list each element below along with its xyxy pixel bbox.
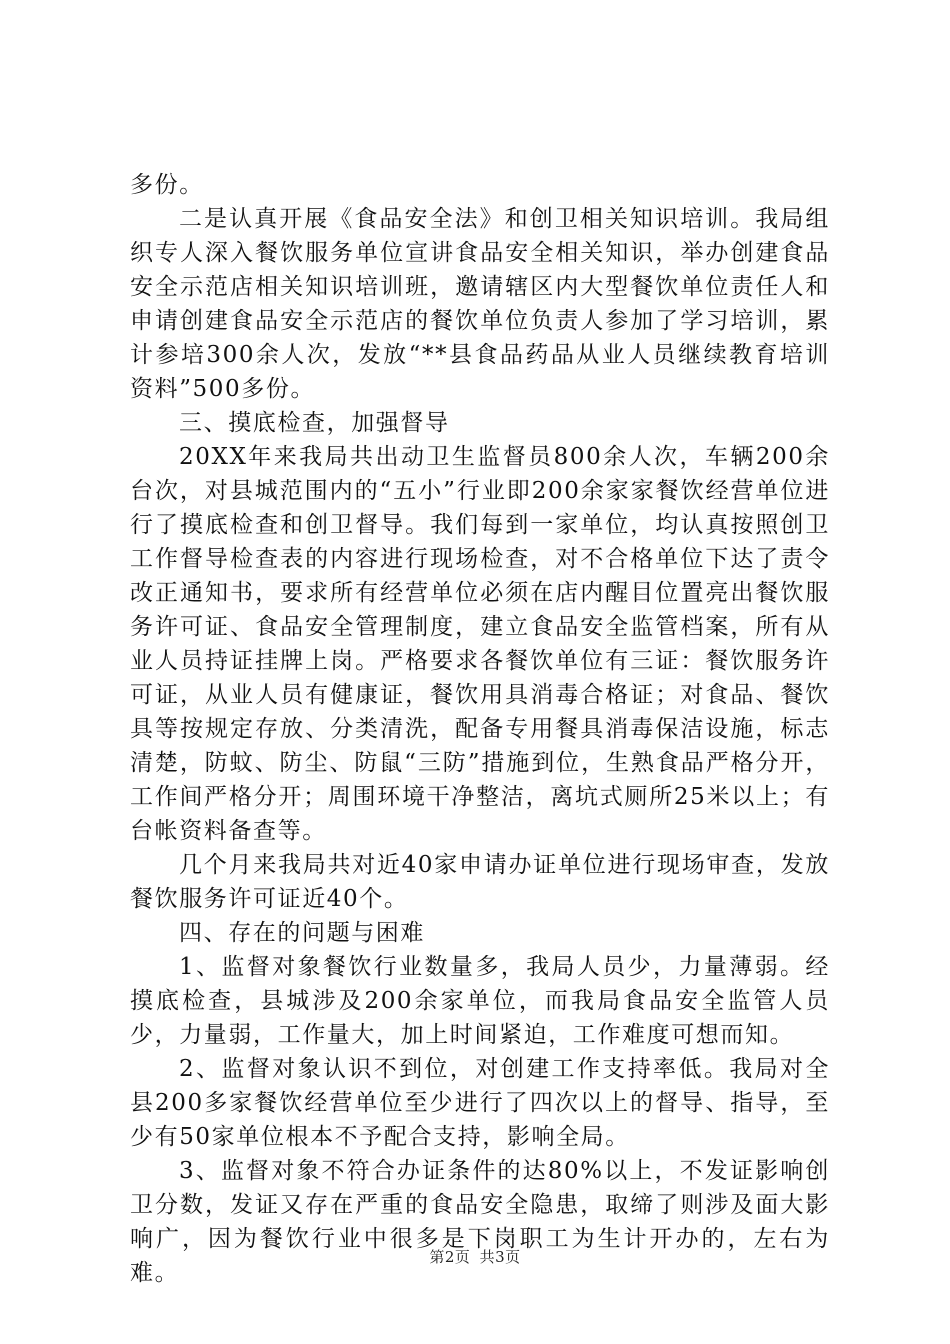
page-footer	[0, 1246, 950, 1267]
section-heading-4: 四、存在的问题与困难	[179, 920, 425, 946]
paragraph-training: 二是认真开展《食品安全法》和创卫相关知识培训。我局组织专人深入餐饮服务单位宣讲食品安全相关知识，举办创建食品安全示范店相关知识培训班，邀请辖区内大型餐饮单位责任人和申请创建食品安全示范店的餐饮单位负责人参加了学习培训，累计参培300余人次，发放“**县食品药品从业人员继续教育培训资料”500多份。	[130, 206, 830, 402]
paragraph-problem-3: 3、监督对象不符合办证条件的达80%以上，不发证影响创卫分数，发证又存在严重的食品安全隐患，取缔了则涉及面大影响广，因为餐饮行业中很多是下岗职工为生计开办的，左右为难。	[130, 1158, 830, 1286]
paragraph-inspection: 20XX年来我局共出动卫生监督员800余人次，车辆200余台次，对县城范围内的“五小”行业即200余家家餐饮经营单位进行了摸底检查和创卫督导。我们每到一家单位，均认真按照创卫工作督导检查表的内容进行现场检查，对不合格单位下达了责令改正通知书，要求所有经营单位必须在店内醒目位置亮出餐饮服务许可证、食品安全管理制度，建立食品安全监管档案，所有从业人员持证挂牌上岗。严格要求各餐饮单位有三证：餐饮服务许可证，从业人员有健康证，餐饮用具消毒合格证；对食品、餐饮具等按规定存放、分类清洗，配备专用餐具消毒保洁设施，标志清楚，防蚊、防尘、防鼠“三防”措施到位，生熟食品严格分开，工作间严格分开；周围环境干净整洁，离坑式厕所25米以上；有台帐资料备查等。	[130, 444, 830, 844]
page-number: 第2页	[429, 1248, 471, 1266]
paragraph-continuation: 多份。	[130, 172, 204, 198]
section-heading-3: 三、摸底检查，加强督导	[179, 410, 450, 436]
paragraph-problem-1: 1、监督对象餐饮行业数量多，我局人员少，力量薄弱。经摸底检查，县城涉及200余家单位，而我局食品安全监管人员少，力量弱，工作量大，加上时间紧迫，工作难度可想而知。	[130, 954, 830, 1048]
paragraph-license-review: 几个月来我局共对近40家申请办证单位进行现场审查，发放餐饮服务许可证近40个。	[130, 852, 830, 912]
page-total: 共3页	[479, 1248, 521, 1266]
document-body	[130, 168, 830, 1290]
paragraph-problem-2: 2、监督对象认识不到位，对创建工作支持率低。我局对全县200多家餐饮经营单位至少进行了四次以上的督导、指导，至少有50家单位根本不予配合支持，影响全局。	[130, 1056, 830, 1150]
